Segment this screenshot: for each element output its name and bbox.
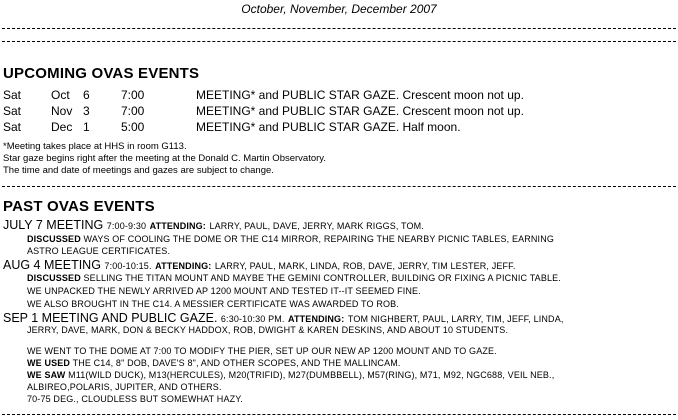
event-time: 7:00 bbox=[121, 88, 145, 102]
meeting-title: AUG 4 MEETING bbox=[3, 258, 101, 272]
aug4-discussed bbox=[27, 272, 561, 284]
discussed-text: SELLING THE TITAN MOUNT AND MAYBE THE GEMINI CONTROLLER, BUILDING OR FIXING A PICNIC TABLE. bbox=[83, 273, 561, 283]
event-row bbox=[3, 104, 673, 118]
discussed-text: WAYS OF COOLING THE DOME OR THE C14 MIRROR, REPAIRING THE NEARBY PICNIC TABLES, EARNING bbox=[83, 234, 554, 244]
meeting-title: SEP 1 MEETING AND PUBLIC GAZE. bbox=[3, 311, 218, 325]
discussed-label: DISCUSSED bbox=[27, 273, 81, 283]
attendees: LARRY, PAUL, DAVE, JERRY, MARK RIGGS, TOM. bbox=[209, 221, 424, 231]
jul7-discussed bbox=[27, 233, 554, 245]
past-events-heading: PAST OVAS EVENTS bbox=[3, 198, 155, 215]
event-row bbox=[3, 88, 673, 102]
sep1-saw bbox=[27, 369, 554, 381]
jul7-meeting-title bbox=[3, 218, 424, 233]
sep1-line: WE WENT TO THE DOME AT 7:00 TO MODIFY THE PIER, SET UP OUR NEW AP 1200 MOUNT AND TO GAZE. bbox=[27, 346, 497, 356]
divider bbox=[2, 28, 676, 29]
event-day: Sat bbox=[3, 88, 22, 102]
event-date: 3 bbox=[83, 104, 90, 118]
meeting-note: The time and date of meetings and gazes are subject to change. bbox=[3, 165, 274, 176]
attending-label: ATTENDING: bbox=[155, 261, 212, 271]
event-time: 7:00 bbox=[121, 104, 145, 118]
event-description: MEETING* and PUBLIC STAR GAZE. Half moon. bbox=[196, 120, 461, 134]
sep1-used bbox=[27, 357, 401, 369]
event-date: 6 bbox=[83, 88, 90, 102]
meeting-time: 6:30-10:30 PM. bbox=[220, 314, 285, 324]
event-description: MEETING* and PUBLIC STAR GAZE. Crescent moon not up. bbox=[196, 104, 524, 118]
attendees: LARRY, PAUL, MARK, LINDA, ROB, DAVE, JERRY, TIM LESTER, JEFF. bbox=[214, 261, 516, 271]
aug4-line: WE UNPACKED THE NEWLY ARRIVED AP 1200 MOUNT AND TESTED IT--IT SEEMED FINE. bbox=[27, 286, 421, 296]
divider bbox=[2, 414, 676, 415]
meeting-note: Star gaze begins right after the meeting at the Donald C. Martin Observatory. bbox=[3, 153, 326, 164]
newsletter-date-header: October, November, December 2007 bbox=[241, 2, 437, 16]
event-month: Nov bbox=[51, 104, 73, 118]
sep1-weather: 70-75 DEG., CLOUDLESS BUT SOMEWHAT HAZY. bbox=[27, 394, 243, 404]
attending-label: ATTENDING: bbox=[288, 314, 345, 324]
attendees: TOM NIGHBERT, PAUL, LARRY, TIM, JEFF, LINDA, bbox=[347, 314, 564, 324]
saw-label: WE SAW bbox=[27, 370, 66, 380]
event-date: 1 bbox=[83, 120, 90, 134]
meeting-note: *Meeting takes place at HHS in room G113. bbox=[3, 141, 187, 152]
used-label: WE USED bbox=[27, 358, 71, 368]
event-row bbox=[3, 120, 673, 134]
meeting-title: JULY 7 MEETING bbox=[3, 218, 104, 232]
divider bbox=[2, 41, 676, 42]
sep1-attendees-cont: JERRY, DAVE, MARK, DON & BECKY HADDOX, ROB, DWIGHT & KAREN DESKINS, AND ABOUT 10 STUDENTS. bbox=[27, 325, 509, 335]
aug4-meeting-title bbox=[3, 258, 515, 273]
aug4-line: WE ALSO BROUGHT IN THE C14. A MESSIER CERTIFICATE WAS AWARDED TO ROB. bbox=[27, 299, 399, 309]
saw-text: M11(WILD DUCK), M13(HERCULES), M20(TRIFID), M27(DUMBBELL), M57(RING), M71, M92, NGC688, VEIL NEB., bbox=[68, 370, 555, 380]
jul7-discussed-cont: ASTRO LEAGUE CERTIFICATES. bbox=[27, 246, 171, 256]
used-text: THE C14, 8" DOB, DAVE'S 8", AND OTHER SCOPES, AND THE MALLINCAM. bbox=[72, 358, 401, 368]
divider bbox=[2, 186, 676, 187]
sep1-saw-cont: ALBIREO,POLARIS, JUPITER, AND OTHERS. bbox=[27, 382, 222, 392]
discussed-label: DISCUSSED bbox=[27, 234, 81, 244]
meeting-time: 7:00-9:30 bbox=[106, 221, 147, 231]
upcoming-events-heading: UPCOMING OVAS EVENTS bbox=[3, 65, 200, 82]
attending-label: ATTENDING: bbox=[149, 221, 206, 231]
event-description: MEETING* and PUBLIC STAR GAZE. Crescent moon not up. bbox=[196, 88, 524, 102]
event-time: 5:00 bbox=[121, 120, 145, 134]
event-month: Oct bbox=[51, 88, 70, 102]
event-day: Sat bbox=[3, 120, 22, 134]
event-month: Dec bbox=[51, 120, 73, 134]
event-day: Sat bbox=[3, 104, 22, 118]
meeting-time: 7:00-10:15. bbox=[104, 261, 152, 271]
